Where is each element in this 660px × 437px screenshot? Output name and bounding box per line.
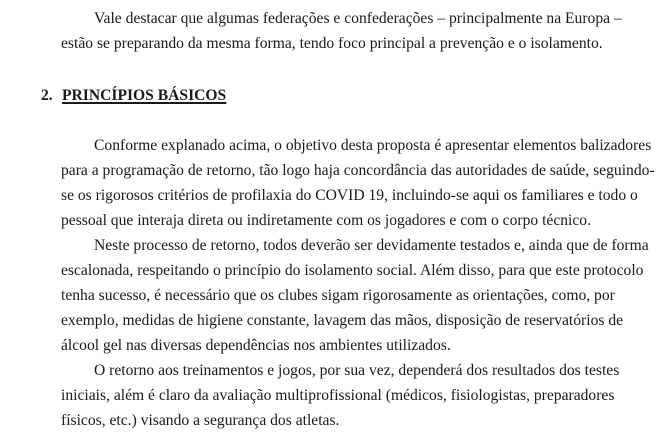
paragraph-3-line-1: O retorno aos treinamentos e jogos, por sua vez, dependerá dos resultados dos testes: [94, 362, 620, 379]
intro-line-1: Vale destacar que algumas federações e confederações – principalmente na Europa –: [94, 10, 622, 27]
paragraph-1-line-1: Conforme explanado acima, o objetivo desta proposta é apresentar elementos balizadores: [94, 137, 652, 154]
paragraph-2-line-2: escalonada, respeitando o princípio do isolamento social. Além disso, para que este protocolo: [61, 262, 644, 279]
paragraph-3-line-3: físicos, etc.) visando a segurança dos atletas.: [61, 412, 340, 429]
paragraph-1-line-2: para a programação de retorno, tão logo haja concordância das autoridades de saúde, seguindo-: [61, 162, 655, 179]
paragraph-2-line-1: Neste processo de retorno, todos deverão ser devidamente testados e, ainda que de forma: [94, 237, 649, 254]
paragraph-2-line-4: exemplo, medidas de higiene constante, lavagem das mãos, disposição de reservatórios de: [61, 312, 624, 329]
paragraph-2-line-3: tenha sucesso, é necessário que os clubes sigam rigorosamente as orientações, como, por: [61, 287, 615, 304]
paragraph-2-line-5: álcool gel nas diversas dependências nos ambientes utilizados.: [61, 337, 451, 354]
paragraph-3-line-2: iniciais, além é claro da avaliação multiprofissional (médicos, fisiologistas, preparadores: [61, 387, 615, 404]
section-title: PRINCÍPIOS BÁSICOS: [62, 87, 227, 104]
paragraph-1-line-4: pessoal que interaja direta ou indiretamente com os jogadores e com o corpo técnico.: [61, 212, 591, 229]
intro-line-2: estão se preparando da mesma forma, tendo foco principal a prevenção e o isolamento.: [61, 35, 603, 52]
paragraph-1-line-3: se os rigorosos critérios de profilaxia do COVID 19, incluindo-se aqui os familiares e todo o: [61, 187, 638, 204]
section-heading: [41, 83, 226, 108]
section-number: 2.: [41, 87, 53, 104]
